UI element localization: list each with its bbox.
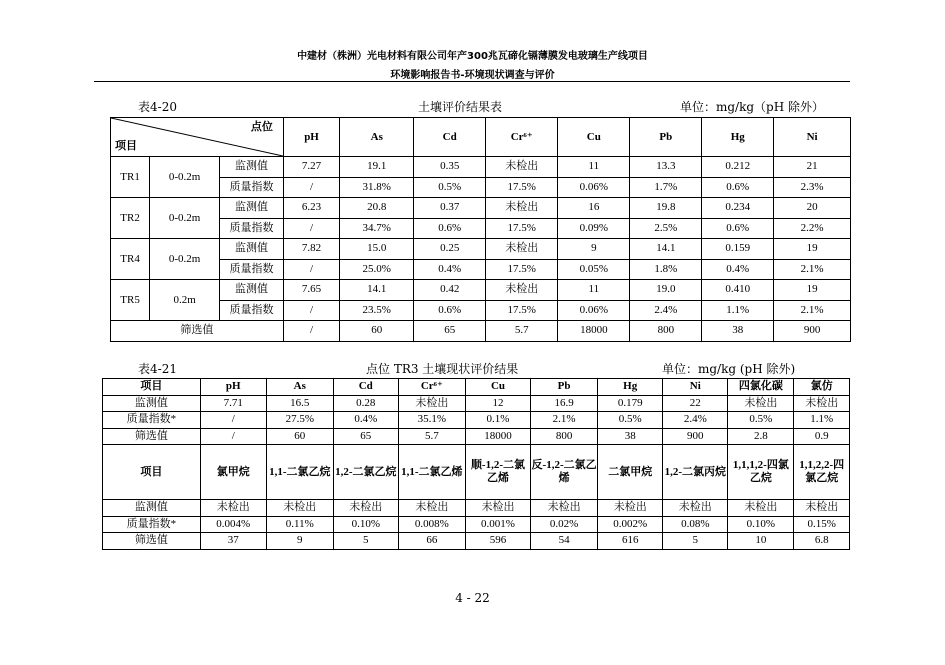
value-cell: 未检出	[486, 157, 558, 178]
column-header: As	[340, 118, 414, 157]
column-header: Cd	[333, 379, 398, 396]
value-cell: /	[200, 428, 266, 445]
table1-header-row	[111, 118, 851, 157]
value-cell: 20	[774, 198, 851, 219]
column-header: pH	[283, 118, 339, 157]
depth-cell: 0-0.2m	[150, 198, 220, 239]
table1-unit: 单位：mg/kg（pH 除外）	[680, 100, 825, 114]
page-number: 4 - 22	[455, 591, 490, 605]
table-row	[111, 157, 851, 178]
value-cell: 16.9	[531, 395, 598, 412]
site-cell: TR1	[111, 157, 150, 198]
value-cell: 1.1%	[702, 300, 774, 321]
value-cell: /	[283, 177, 339, 198]
table1-label: 表4-20	[138, 100, 177, 114]
column-header: Hg	[598, 379, 663, 396]
value-cell: 0.11%	[266, 516, 333, 533]
value-cell: 筛选值	[103, 428, 201, 445]
value-cell: 0.06%	[558, 177, 630, 198]
value-cell: 17.5%	[486, 218, 558, 239]
row-label: 监测值	[220, 198, 284, 219]
header-divider	[94, 81, 850, 82]
row-label: 监测值	[220, 280, 284, 301]
table-row	[103, 395, 850, 412]
value-cell: 0.212	[702, 157, 774, 178]
value-cell: 17.5%	[486, 259, 558, 280]
value-cell: 0.42	[414, 280, 486, 301]
row-label: 质量指数	[220, 218, 284, 239]
value-cell: 未检出	[728, 500, 794, 517]
site-cell: TR2	[111, 198, 150, 239]
table-row	[103, 516, 850, 533]
column-header: 四氯化碳	[728, 379, 794, 396]
value-cell: 0.1%	[465, 412, 530, 429]
column-header: 二氯甲烷	[598, 445, 663, 500]
value-cell: 9	[558, 239, 630, 260]
column-header: 1,1,2,2-四氯乙烷	[794, 445, 850, 500]
value-cell: 0.02%	[531, 516, 598, 533]
value-cell: 未检出	[200, 500, 266, 517]
value-cell: 质量指数*	[103, 412, 201, 429]
value-cell: 0.002%	[598, 516, 663, 533]
table-row	[103, 428, 850, 445]
table1-title: 土壤评价结果表	[418, 100, 503, 114]
value-cell: 筛选值	[103, 533, 201, 550]
value-cell: 0.001%	[465, 516, 530, 533]
value-cell: 616	[598, 533, 663, 550]
report-header-subtitle: 环境影响报告书-环境现状调查与评价	[390, 70, 555, 81]
value-cell: 未检出	[663, 500, 728, 517]
value-cell: 0.09%	[558, 218, 630, 239]
column-header: 1,1-二氯乙烯	[398, 445, 465, 500]
value-cell: 0.25	[414, 239, 486, 260]
value-cell: 800	[630, 321, 702, 342]
value-cell: 5	[663, 533, 728, 550]
value-cell: 38	[598, 428, 663, 445]
value-cell: 1.1%	[794, 412, 850, 429]
column-header: Ni	[663, 379, 728, 396]
value-cell: 7.65	[283, 280, 339, 301]
depth-cell: 0-0.2m	[150, 157, 220, 198]
table-row	[111, 321, 851, 342]
value-cell: 5.7	[398, 428, 465, 445]
value-cell: 0.4%	[702, 259, 774, 280]
value-cell: 未检出	[794, 500, 850, 517]
row-label: 质量指数	[220, 300, 284, 321]
value-cell: 18000	[558, 321, 630, 342]
column-header: Cd	[414, 118, 486, 157]
value-cell: 38	[702, 321, 774, 342]
report-header-title: 中建材（株洲）光电材料有限公司年产300兆瓦碲化镉薄膜发电玻璃生产线项目	[297, 51, 648, 62]
value-cell: 0.35	[414, 157, 486, 178]
value-cell: 0.37	[414, 198, 486, 219]
value-cell: /	[200, 412, 266, 429]
row-label: 监测值	[220, 157, 284, 178]
value-cell: 0.5%	[414, 177, 486, 198]
value-cell: 监测值	[103, 500, 201, 517]
column-header: Cu	[465, 379, 530, 396]
value-cell: 0.5%	[728, 412, 794, 429]
value-cell: 35.1%	[398, 412, 465, 429]
value-cell: 2.1%	[531, 412, 598, 429]
value-cell: 0.9	[794, 428, 850, 445]
value-cell: 未检出	[598, 500, 663, 517]
table-row	[103, 445, 850, 500]
row-label: 筛选值	[111, 321, 284, 342]
value-cell: 19	[774, 280, 851, 301]
value-cell: 0.6%	[702, 177, 774, 198]
value-cell: 0.159	[702, 239, 774, 260]
site-cell: TR5	[111, 280, 150, 321]
value-cell: 800	[531, 428, 598, 445]
column-header: 项目	[103, 445, 201, 500]
table-row	[111, 300, 851, 321]
value-cell: 0.6%	[414, 218, 486, 239]
value-cell: 14.1	[340, 280, 414, 301]
value-cell: 0.15%	[794, 516, 850, 533]
value-cell: 16	[558, 198, 630, 219]
value-cell: 14.1	[630, 239, 702, 260]
tr3-soil-evaluation-table	[102, 378, 850, 550]
value-cell: 2.8	[728, 428, 794, 445]
value-cell: 19.1	[340, 157, 414, 178]
column-header: Cu	[558, 118, 630, 157]
depth-cell: 0-0.2m	[150, 239, 220, 280]
value-cell: 31.8%	[340, 177, 414, 198]
value-cell: 7.82	[283, 239, 339, 260]
value-cell: 未检出	[531, 500, 598, 517]
value-cell: 质量指数*	[103, 516, 201, 533]
table1-corner-cell	[111, 118, 284, 157]
value-cell: 0.410	[702, 280, 774, 301]
column-header: 1,1-二氯乙烷	[266, 445, 333, 500]
value-cell: /	[283, 218, 339, 239]
column-header: Pb	[630, 118, 702, 157]
value-cell: 19	[774, 239, 851, 260]
value-cell: 65	[333, 428, 398, 445]
value-cell: 21	[774, 157, 851, 178]
table-row	[111, 177, 851, 198]
value-cell: 2.2%	[774, 218, 851, 239]
column-header: 1,2-二氯乙烷	[333, 445, 398, 500]
value-cell: 6.8	[794, 533, 850, 550]
table-row	[111, 198, 851, 219]
depth-cell: 0.2m	[150, 280, 220, 321]
value-cell: 16.5	[266, 395, 333, 412]
value-cell: 20.8	[340, 198, 414, 219]
value-cell: 0.10%	[728, 516, 794, 533]
value-cell: 2.4%	[663, 412, 728, 429]
table-row	[103, 533, 850, 550]
table2-title: 点位 TR3 土壤现状评价结果	[366, 362, 519, 376]
column-header: 顺-1,2-二氯乙烯	[465, 445, 530, 500]
value-cell: 0.4%	[414, 259, 486, 280]
table-row	[111, 239, 851, 260]
site-cell: TR4	[111, 239, 150, 280]
column-header: 1,2-二氯丙烷	[663, 445, 728, 500]
column-header: pH	[200, 379, 266, 396]
column-header: Cr⁶⁺	[398, 379, 465, 396]
value-cell: 0.6%	[702, 218, 774, 239]
value-cell: 0.6%	[414, 300, 486, 321]
value-cell: 6.23	[283, 198, 339, 219]
value-cell: 监测值	[103, 395, 201, 412]
value-cell: 10	[728, 533, 794, 550]
value-cell: 22	[663, 395, 728, 412]
value-cell: 0.008%	[398, 516, 465, 533]
value-cell: 0.5%	[598, 412, 663, 429]
value-cell: 19.8	[630, 198, 702, 219]
value-cell: 23.5%	[340, 300, 414, 321]
column-header: Hg	[702, 118, 774, 157]
value-cell: 7.27	[283, 157, 339, 178]
value-cell: /	[283, 321, 339, 342]
value-cell: 0.08%	[663, 516, 728, 533]
value-cell: 未检出	[333, 500, 398, 517]
table2-unit: 单位：mg/kg (pH 除外)	[662, 362, 796, 376]
column-header: 氯甲烷	[200, 445, 266, 500]
value-cell: 25.0%	[340, 259, 414, 280]
value-cell: 1.7%	[630, 177, 702, 198]
value-cell: 7.71	[200, 395, 266, 412]
value-cell: 5.7	[486, 321, 558, 342]
value-cell: 0.234	[702, 198, 774, 219]
value-cell: 5	[333, 533, 398, 550]
value-cell: 未检出	[728, 395, 794, 412]
value-cell: 66	[398, 533, 465, 550]
value-cell: 65	[414, 321, 486, 342]
value-cell: 未检出	[398, 500, 465, 517]
column-header: 项目	[103, 379, 201, 396]
value-cell: 2.3%	[774, 177, 851, 198]
value-cell: 60	[266, 428, 333, 445]
value-cell: 0.05%	[558, 259, 630, 280]
value-cell: 60	[340, 321, 414, 342]
corner-top-label: 点位	[250, 121, 273, 133]
value-cell: 0.28	[333, 395, 398, 412]
value-cell: 18000	[465, 428, 530, 445]
column-header: 氯仿	[794, 379, 850, 396]
row-label: 质量指数	[220, 259, 284, 280]
value-cell: /	[283, 300, 339, 321]
table2-label: 表4-21	[138, 362, 177, 376]
corner-bottom-label: 项目	[115, 140, 137, 152]
table-row	[103, 379, 850, 396]
value-cell: 0.10%	[333, 516, 398, 533]
value-cell: 12	[465, 395, 530, 412]
value-cell: 19.0	[630, 280, 702, 301]
value-cell: 11	[558, 280, 630, 301]
column-header: 反-1,2-二氯乙烯	[531, 445, 598, 500]
value-cell: 未检出	[465, 500, 530, 517]
value-cell: 0.004%	[200, 516, 266, 533]
value-cell: 2.5%	[630, 218, 702, 239]
table-row	[111, 259, 851, 280]
column-header: As	[266, 379, 333, 396]
row-label: 质量指数	[220, 177, 284, 198]
value-cell: 37	[200, 533, 266, 550]
value-cell: 2.1%	[774, 259, 851, 280]
value-cell: 15.0	[340, 239, 414, 260]
table-row	[111, 280, 851, 301]
table-row	[103, 412, 850, 429]
value-cell: 未检出	[266, 500, 333, 517]
value-cell: 34.7%	[340, 218, 414, 239]
value-cell: 未检出	[486, 239, 558, 260]
value-cell: 未检出	[486, 198, 558, 219]
value-cell: 17.5%	[486, 300, 558, 321]
value-cell: 900	[774, 321, 851, 342]
value-cell: 未检出	[398, 395, 465, 412]
value-cell: 2.1%	[774, 300, 851, 321]
value-cell: 2.4%	[630, 300, 702, 321]
value-cell: 0.179	[598, 395, 663, 412]
value-cell: 54	[531, 533, 598, 550]
value-cell: 13.3	[630, 157, 702, 178]
value-cell: 0.4%	[333, 412, 398, 429]
table-row	[111, 218, 851, 239]
value-cell: 未检出	[794, 395, 850, 412]
value-cell: 596	[465, 533, 530, 550]
value-cell: 1.8%	[630, 259, 702, 280]
column-header: Cr⁶⁺	[486, 118, 558, 157]
value-cell: 0.06%	[558, 300, 630, 321]
value-cell: 11	[558, 157, 630, 178]
value-cell: 9	[266, 533, 333, 550]
value-cell: 27.5%	[266, 412, 333, 429]
column-header: Pb	[531, 379, 598, 396]
value-cell: 900	[663, 428, 728, 445]
value-cell: 17.5%	[486, 177, 558, 198]
value-cell: /	[283, 259, 339, 280]
column-header: Ni	[774, 118, 851, 157]
column-header: 1,1,1,2-四氯乙烷	[728, 445, 794, 500]
value-cell: 未检出	[486, 280, 558, 301]
row-label: 监测值	[220, 239, 284, 260]
soil-evaluation-table	[110, 117, 851, 342]
table-row	[103, 500, 850, 517]
